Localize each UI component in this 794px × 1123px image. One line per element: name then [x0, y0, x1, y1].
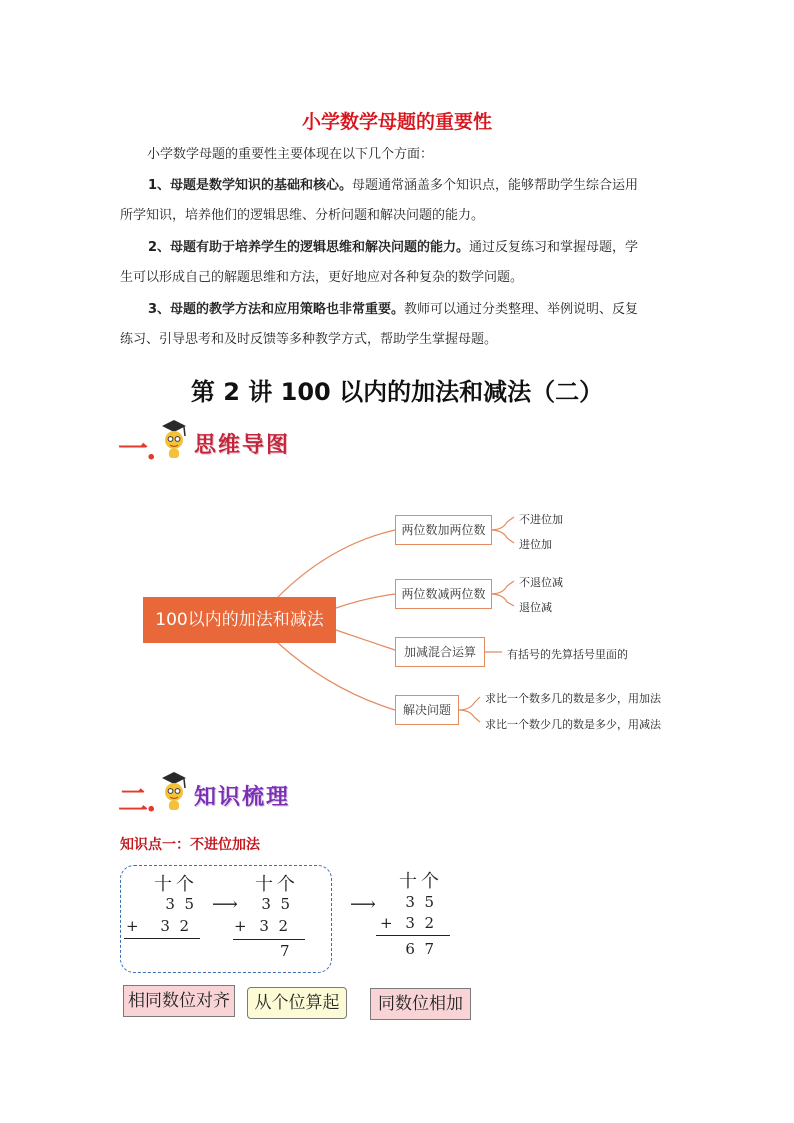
mindmap-leaf-borrow: 退位减 [519, 601, 552, 614]
step-3-top: 3 5 [405, 893, 434, 911]
mindmap-root: 100以内的加法和减法 [143, 597, 336, 643]
connector-leaf-4b [458, 710, 480, 722]
intro-title: 小学数学母题的重要性 [301, 111, 492, 133]
arrow-icon: ⟶ [350, 894, 376, 915]
section-2-label: 知识梳理 [194, 785, 291, 810]
step-3-bottom: 3 2 [405, 914, 434, 932]
tag-align-digits: 相同数位对齐 [123, 985, 235, 1017]
point-3-text2: 练习、引导思考和及时反馈等多种教学方式，帮助学生掌握母题。 [120, 332, 498, 347]
mindmap-branch-add: 两位数加两位数 [395, 515, 492, 545]
step-1-header: 十个 [154, 874, 198, 895]
section-1-number: 一. [118, 432, 155, 467]
step-2-bottom: 3 2 [259, 917, 288, 935]
point-1-text: 母题通常涵盖多个知识点，能够帮助学生综合运用 [352, 178, 639, 193]
step-2-underline [233, 939, 305, 940]
step-2-header: 十个 [255, 874, 299, 895]
mindmap-leaf-more-add: 求比一个数多几的数是多少，用加法 [485, 692, 661, 705]
graduate-mascot-icon [158, 770, 190, 814]
arrow-icon: ⟶ [212, 894, 238, 915]
step-3-underline [376, 935, 450, 936]
section-2-number: 二. [118, 784, 155, 819]
step-2-top: 3 5 [261, 895, 290, 913]
mindmap-branch-mixed: 加减混合运算 [395, 637, 485, 667]
point-1-bold: 1、母题是数学知识的基础和核心。 [148, 178, 353, 193]
step-1-operator: + [126, 917, 139, 935]
mindmap-leaf-no-carry: 不进位加 [519, 513, 563, 526]
connector-leaf-4a [458, 697, 480, 710]
connector-leaf-1a [490, 517, 514, 530]
tag-start-ones: 从个位算起 [247, 987, 347, 1019]
mindmap-leaf-no-borrow: 不退位减 [519, 576, 563, 589]
lecture-title: 第 2 讲 100 以内的加法和减法（二） [190, 378, 604, 406]
intro-lead: 小学数学母题的重要性主要体现在以下几个方面： [147, 147, 434, 162]
mindmap-leaf-less-subtract: 求比一个数少几的数是多少，用减法 [485, 718, 661, 731]
section-1-label: 思维导图 [194, 433, 291, 458]
point-2-text2: 生可以形成自己的解题思维和方法，更好地应对各种复杂的数学问题。 [120, 270, 524, 285]
step-2-result: 7 [280, 942, 290, 960]
point-1-text2: 所学知识，培养他们的逻辑思维、分析问题和解决问题的能力。 [120, 208, 485, 223]
step-3-header: 十个 [399, 871, 443, 892]
section-2-header [118, 770, 338, 819]
connector-leaf-2b [490, 594, 514, 606]
mindmap-leaf-parentheses: 有括号的先算括号里面的 [507, 648, 628, 661]
connector-branch-1 [278, 530, 395, 597]
step-3-operator: + [380, 914, 393, 932]
mindmap-branch-subtract: 两位数减两位数 [395, 579, 492, 609]
step-3-result: 6 7 [405, 940, 434, 958]
step-1-underline [124, 938, 200, 939]
step-1-bottom: 3 2 [160, 917, 189, 935]
connector-branch-3 [336, 630, 395, 650]
step-1-top: 3 5 [165, 895, 194, 913]
step-2-operator: + [234, 917, 247, 935]
mindmap-branch-problems: 解决问题 [395, 695, 459, 725]
connector-branch-2 [336, 594, 395, 608]
point-3-bold: 3、母题的教学方法和应用策略也非常重要。 [148, 302, 405, 317]
mindmap-leaf-carry: 进位加 [519, 538, 552, 551]
point-2-text: 通过反复练习和掌握母题，学 [469, 240, 639, 255]
connector-leaf-1b [490, 530, 514, 543]
point-2-bold: 2、母题有助于培养学生的逻辑思维和解决问题的能力。 [148, 240, 470, 255]
connector-leaf-2a [490, 581, 514, 594]
tag-add-same-place: 同数位相加 [370, 988, 471, 1020]
point-3-text: 教师可以通过分类整理、举例说明、反复 [404, 302, 639, 317]
knowledge-point-title: 知识点一：不进位加法 [120, 837, 260, 853]
connector-branch-4 [278, 643, 395, 710]
